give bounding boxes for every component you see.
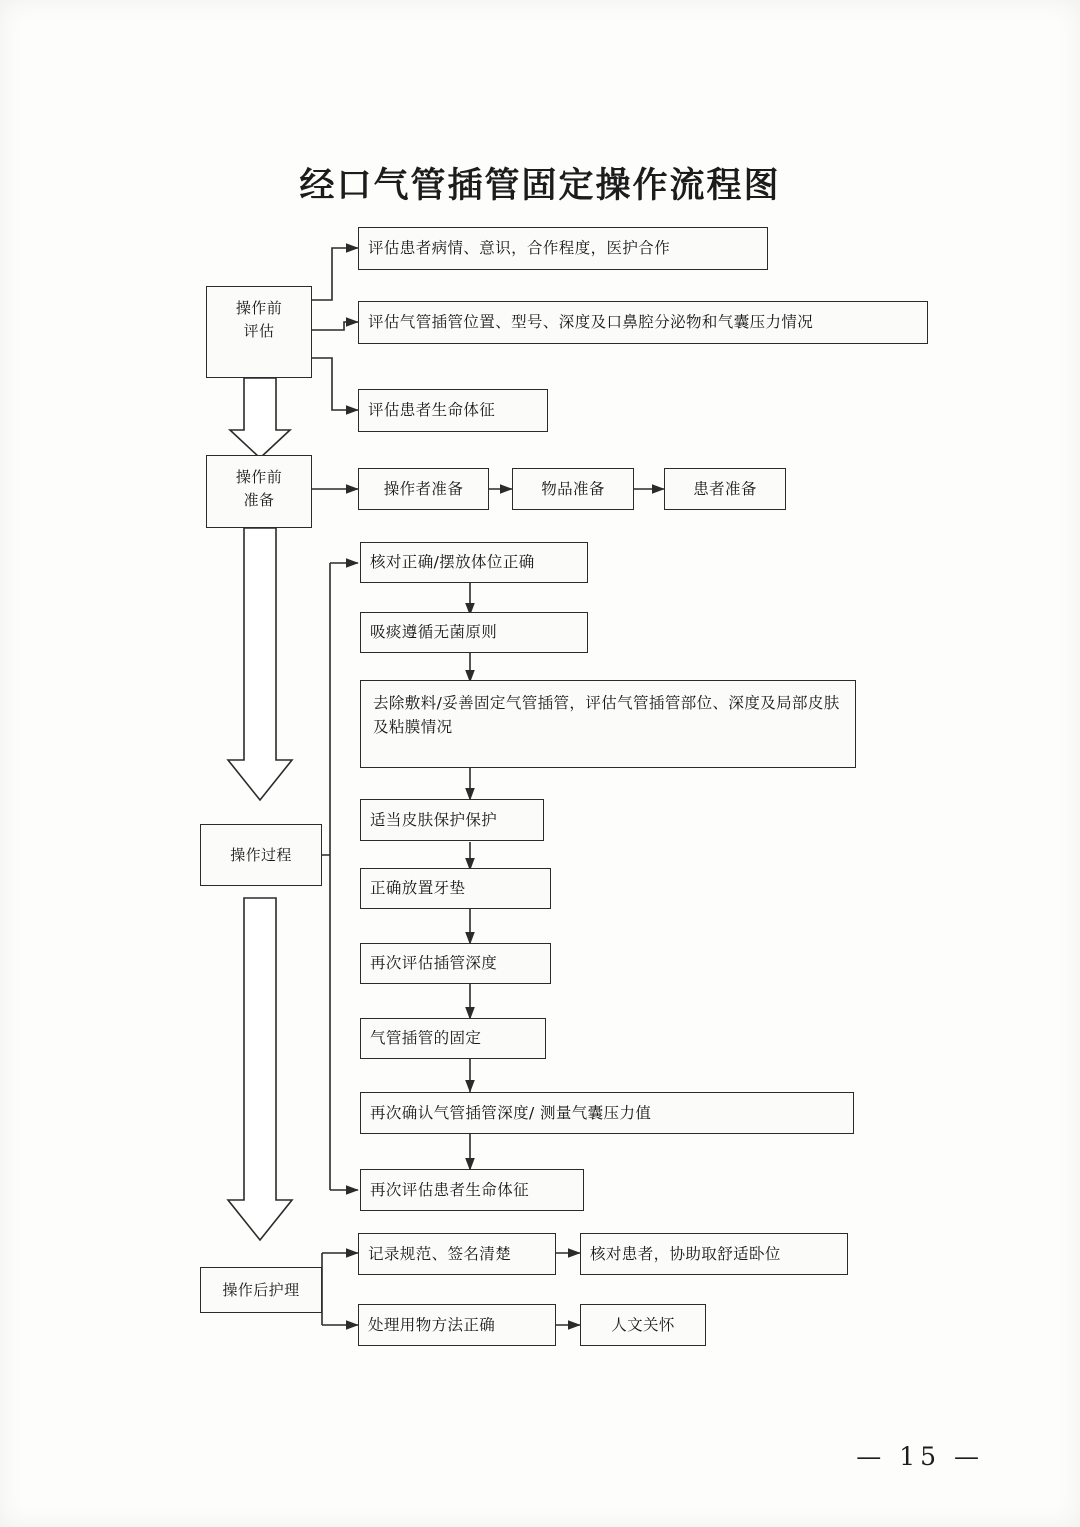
branch-operator-prep[interactable]: 操作者准备 [358,468,489,510]
branch-patient-prep[interactable]: 患者准备 [664,468,786,510]
stage-node-preassessment-line2: 评估 [243,321,275,340]
stage-node-preassessment[interactable] [206,286,312,378]
branch-reassess-depth[interactable]: 再次评估插管深度 [360,943,551,984]
branch-record-signature[interactable]: 记录规范、签名清楚 [358,1233,556,1275]
stage-node-preparation[interactable] [206,455,312,528]
stage-node-procedure[interactable]: 操作过程 [200,824,322,886]
branch-place-bite-block[interactable]: 正确放置牙垫 [360,868,551,909]
stage-node-preassessment-line1: 操作前 [235,299,283,317]
branch-assess-tube[interactable]: 评估气管插管位置、型号、深度及口鼻腔分泌物和气囊压力情况 [358,301,928,344]
branch-suction-aseptic[interactable]: 吸痰遵循无菌原则 [360,612,588,653]
stage-node-preparation-line1: 操作前 [235,468,283,486]
branch-confirm-depth-cuff-pressure[interactable]: 再次确认气管插管深度/ 测量气囊压力值 [360,1092,854,1134]
stage-node-postcare[interactable]: 操作后护理 [200,1267,322,1313]
branch-assess-condition[interactable]: 评估患者病情、意识，合作程度，医护合作 [358,227,768,270]
branch-dispose-supplies[interactable]: 处理用物方法正确 [358,1304,556,1346]
page-title: 经口气管插管固定操作流程图 [299,165,781,206]
branch-reassess-vitals[interactable]: 再次评估患者生命体征 [360,1169,584,1211]
branch-remove-dressing-secure-tube[interactable]: 去除敷料/妥善固定气管插管，评估气管插管部位、深度及局部皮肤及粘膜情况 [360,680,856,768]
branch-verify-position[interactable]: 核对正确/摆放体位正确 [360,542,588,583]
branch-humanistic-care[interactable]: 人文关怀 [580,1304,706,1346]
branch-assess-vitals[interactable]: 评估患者生命体征 [358,389,548,432]
branch-verify-patient-position[interactable]: 核对患者，协助取舒适卧位 [580,1233,848,1275]
stage-node-preparation-line2: 准备 [243,490,275,509]
branch-secure-tube[interactable]: 气管插管的固定 [360,1018,546,1059]
page-number: — 15 — [856,1442,984,1471]
branch-skin-protection[interactable]: 适当皮肤保护保护 [360,799,544,841]
branch-supplies-prep[interactable]: 物品准备 [512,468,634,510]
